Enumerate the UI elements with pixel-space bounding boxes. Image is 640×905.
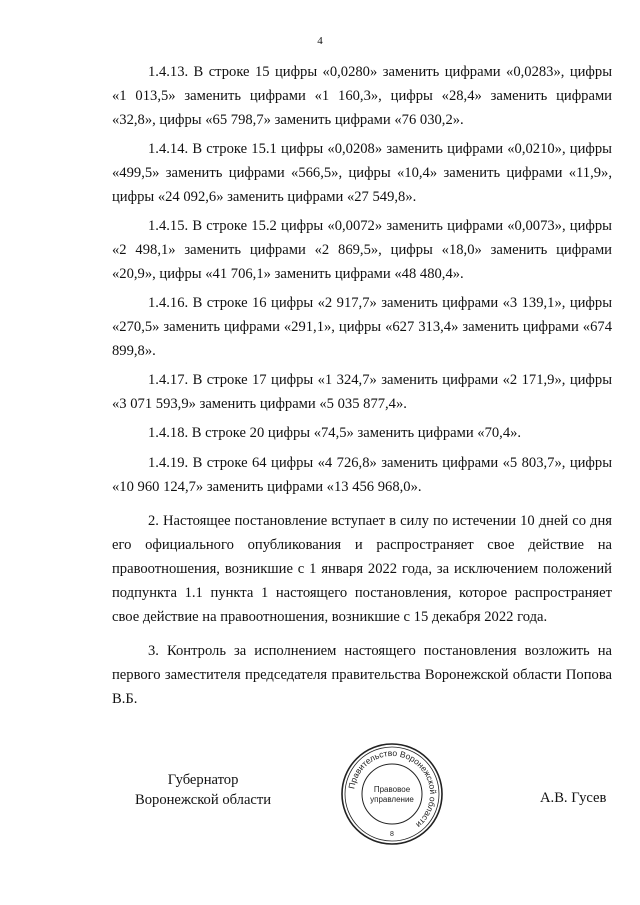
signatory-position: Губернатор bbox=[167, 772, 239, 788]
stamp-mark: 8 bbox=[390, 831, 394, 838]
stamp-center-line1: Правовое bbox=[373, 785, 411, 794]
paragraph-1-4-18: 1.4.18. В строке 20 цифры «74,5» заменить цифрами «70,4». bbox=[148, 425, 522, 441]
signatory-title bbox=[135, 770, 271, 810]
paragraph-1-4-15: 1.4.15. В строке 15.2 цифры «0,0072» заменить цифрами «0,0073», цифры «2 498,1» заменить цифрами «2 869,5», цифры «18,0» заменить цифрами «20,9», цифры «41 706,1» заменить цифрами «48 480,4». bbox=[112, 218, 612, 282]
paragraph-3: 3. Контроль за исполнением настоящего постановления возложить на первого заместителя председателя правительства Воронежской области Попова В.Б. bbox=[112, 643, 612, 707]
paragraph-1-4-14: 1.4.14. В строке 15.1 цифры «0,0208» заменить цифрами «0,0210», цифры «499,5» заменить цифрами «566,5», цифры «10,4» заменить цифрами «11,9», цифры «24 092,6» заменить цифрами «27 549,8». bbox=[112, 141, 612, 205]
stamp-ring-text: Правительство Воронежской области bbox=[346, 747, 439, 831]
stamp-center-line2: управление bbox=[370, 795, 414, 804]
paragraph-2: 2. Настоящее постановление вступает в силу по истечении 10 дней со дня его официального опубликования и распространяет свое действие на правоотношения, возникшие с 1 января 2022 года, за исключением положений подпункта 1.1 пункта 1 настоящего постановления, которое распространяет свое действие на правоотношения, возникшие с 15 декабря 2022 года. bbox=[112, 513, 612, 625]
signatory-name: А.В. Гусев bbox=[540, 790, 607, 806]
paragraph-1-4-16: 1.4.16. В строке 16 цифры «2 917,7» заменить цифрами «3 139,1», цифры «270,5» заменить цифрами «291,1», цифры «627 313,4» заменить цифрами «674 899,8». bbox=[112, 295, 612, 359]
paragraph-1-4-13: 1.4.13. В строке 15 цифры «0,0280» заменить цифрами «0,0283», цифры «1 013,5» заменить цифрами «1 160,3», цифры «28,4» заменить цифрами «32,8», цифры «65 798,7» заменить цифрами «76 030,2». bbox=[112, 64, 612, 128]
paragraph-1-4-19: 1.4.19. В строке 64 цифры «4 726,8» заменить цифрами «5 803,7», цифры «10 960 124,7» заменить цифрами «13 456 968,0». bbox=[112, 455, 612, 495]
signatory-region: Воронежской области bbox=[135, 792, 272, 808]
paragraph-1-4-17: 1.4.17. В строке 17 цифры «1 324,7» заменить цифрами «2 171,9», цифры «3 071 593,9» заменить цифрами «5 035 877,4». bbox=[112, 372, 612, 412]
official-stamp bbox=[340, 742, 444, 846]
page-number: 4 bbox=[317, 35, 323, 47]
document-body bbox=[112, 60, 612, 716]
